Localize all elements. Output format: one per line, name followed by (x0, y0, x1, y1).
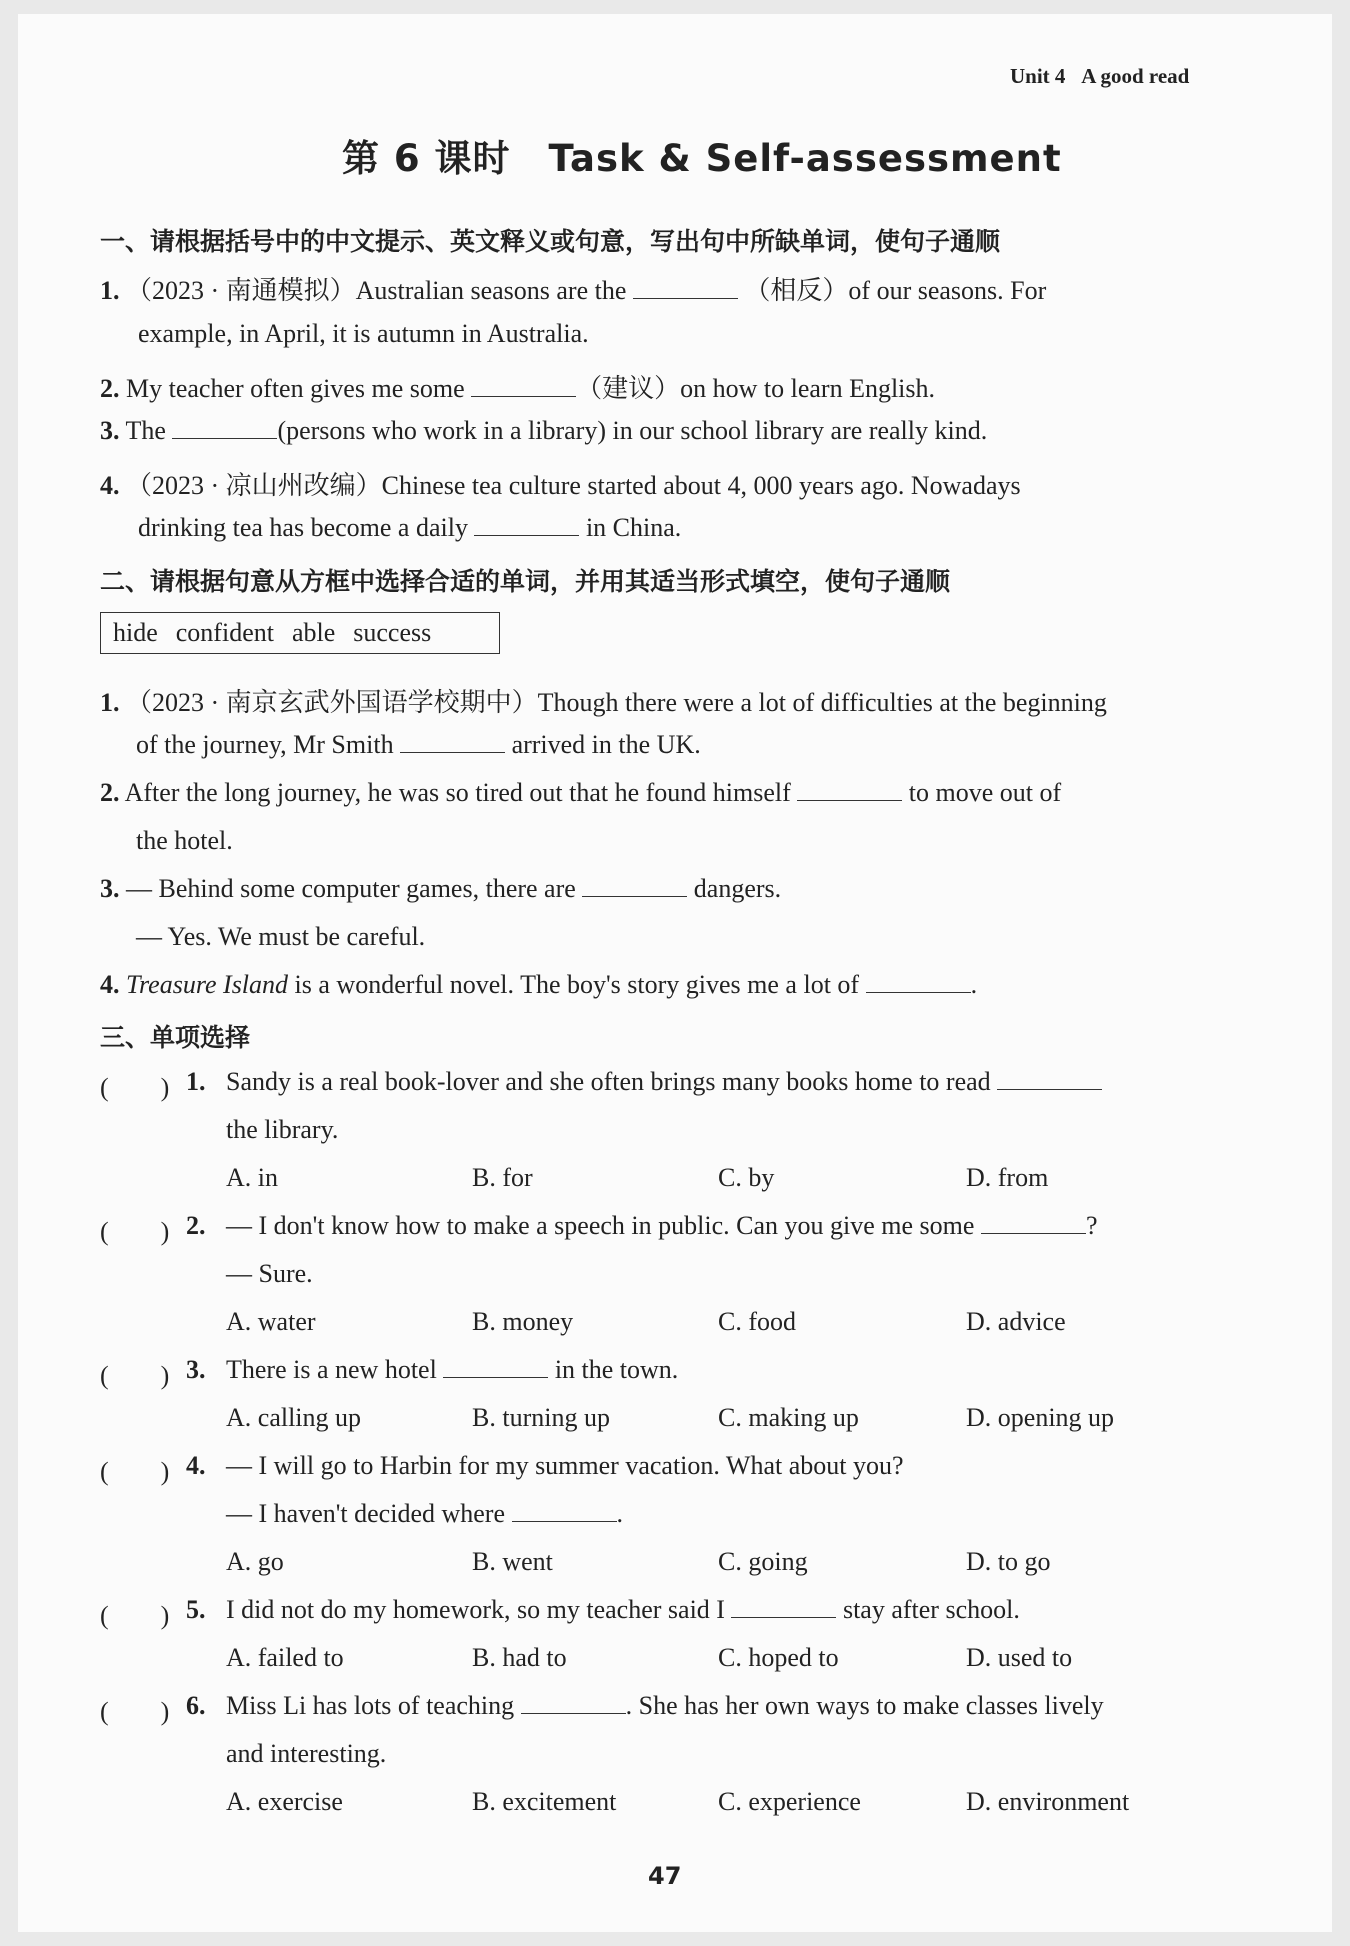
mc-q2-option-c[interactable]: C. food (718, 1307, 796, 1336)
mc-q4-line1: — I will go to Harbin for my summer vacation. What about you? (226, 1451, 904, 1480)
mc-q4-line2 (226, 1499, 623, 1529)
answer-blank[interactable] (512, 1499, 617, 1522)
s1-q4-line2 (138, 513, 681, 543)
mc-q2-text: — I don't know how to make a speech in public. Can you give me some (226, 1211, 975, 1240)
mc-q4-option-b[interactable]: B. went (472, 1547, 553, 1576)
answer-paren[interactable]: ( ) (100, 1073, 170, 1102)
s1-q3-number: 3. (100, 416, 120, 445)
answer-blank[interactable] (443, 1355, 548, 1378)
mc-q6-number: 6. (186, 1691, 206, 1720)
mc-q2-end: ? (1085, 1211, 1098, 1240)
s2-q1-number: 1. (100, 688, 120, 717)
answer-paren[interactable]: ( ) (100, 1217, 170, 1246)
mc-q1-text: Sandy is a real book-lover and she often brings many books home to read (226, 1067, 991, 1096)
s1-q2-number: 2. (100, 374, 120, 403)
mc-q1-line2: the library. (226, 1115, 339, 1144)
mc-q5-option-a[interactable]: A. failed to (226, 1643, 344, 1672)
mc-q3-text-b: in the town. (554, 1355, 679, 1384)
word-bank-item: able (291, 618, 336, 647)
answer-blank[interactable] (582, 874, 687, 897)
mc-q3-number: 3. (186, 1355, 206, 1384)
s1-q2-text-a: My teacher often gives me some (126, 374, 465, 403)
s1-q4-text: （2023 · 凉山州改编）Chinese tea culture started about 4, 000 years ago. Nowadays (126, 471, 1021, 500)
mc-q2-line2: — Sure. (226, 1259, 313, 1288)
s2-q2-line2: the hotel. (136, 826, 233, 855)
s2-q1-line2 (136, 730, 701, 760)
s2-q2-text-a: After the long journey, he was so tired out that he found himself (124, 778, 791, 807)
s1-q2 (100, 368, 935, 405)
word-bank-item: success (353, 618, 432, 647)
unit-label: Unit 4 (1010, 64, 1066, 88)
mc-q5-line1 (226, 1595, 1020, 1625)
mc-q1-option-d[interactable]: D. from (966, 1163, 1049, 1192)
mc-q5-number: 5. (186, 1595, 206, 1624)
word-bank-item: hide (113, 618, 158, 647)
answer-blank[interactable] (172, 416, 277, 439)
s1-q4-text-b: in China. (585, 513, 682, 542)
s2-q4-text-b: . (970, 970, 978, 999)
mc-q5-option-c[interactable]: C. hoped to (718, 1643, 839, 1672)
mc-q1-option-c[interactable]: C. by (718, 1163, 775, 1192)
s1-q1-number: 1. (100, 276, 120, 305)
s2-q3-line2: — Yes. We must be careful. (136, 922, 426, 951)
s2-q1-text: （2023 · 南京玄武外国语学校期中）Though there were a lot of difficulties at the beginning (126, 688, 1107, 717)
answer-blank[interactable] (997, 1067, 1102, 1090)
mc-q5-text-b: stay after school. (842, 1595, 1020, 1624)
mc-q3-option-d[interactable]: D. opening up (966, 1403, 1115, 1432)
mc-q6-text-b: . She has her own ways to make classes lively (625, 1691, 1104, 1720)
s1-q1-text-a: （2023 · 南通模拟）Australian seasons are the (126, 276, 627, 305)
s1-q4-text-a: drinking tea has become a daily (138, 513, 468, 542)
mc-q1-option-a[interactable]: A. in (226, 1163, 278, 1192)
s2-q1-line1 (100, 682, 1107, 719)
mc-q4-text-a: — I haven't decided where (226, 1499, 506, 1528)
s2-q2-number: 2. (100, 778, 120, 807)
mc-q3-text-a: There is a new hotel (226, 1355, 437, 1384)
mc-q2-line1 (226, 1211, 1097, 1241)
page-number: 47 (648, 1862, 682, 1890)
mc-q5-text-a: I did not do my homework, so my teacher said I (226, 1595, 725, 1624)
mc-q1-line1 (226, 1067, 1102, 1097)
mc-q5-option-b[interactable]: B. had to (472, 1643, 567, 1672)
answer-blank[interactable] (981, 1211, 1086, 1234)
answer-blank[interactable] (797, 778, 902, 801)
unit-header (1010, 64, 1189, 89)
answer-paren[interactable]: ( ) (100, 1601, 170, 1630)
mc-q4-option-d[interactable]: D. to go (966, 1547, 1051, 1576)
section3-heading: 三、单项选择 (100, 1023, 251, 1052)
s2-q4-number: 4. (100, 970, 120, 999)
s1-q1-text-b: （相反）of our seasons. For (744, 276, 1047, 305)
s2-q2-line1 (100, 778, 1061, 808)
answer-blank[interactable] (866, 970, 971, 993)
s2-q4-book-title: Treasure Island (126, 970, 289, 999)
answer-blank[interactable] (731, 1595, 836, 1618)
answer-paren[interactable]: ( ) (100, 1361, 170, 1390)
s1-q3 (100, 416, 987, 446)
answer-blank[interactable] (474, 513, 579, 536)
s2-q3-text-a: — Behind some computer games, there are (126, 874, 576, 903)
mc-q6-line2: and interesting. (226, 1739, 387, 1768)
s1-q2-text-b: （建议）on how to learn English. (576, 374, 936, 403)
mc-q1-number: 1. (186, 1067, 206, 1096)
section2-heading: 二、请根据句意从方框中选择合适的单词，并用其适当形式填空，使句子通顺 (100, 567, 951, 596)
mc-q6-text-a: Miss Li has lots of teaching (226, 1691, 515, 1720)
mc-q2-number: 2. (186, 1211, 206, 1240)
s2-q2-text-b: to move out of (908, 778, 1062, 807)
s2-q3-number: 3. (100, 874, 120, 903)
s1-q1-line1 (100, 270, 1046, 307)
answer-paren[interactable]: ( ) (100, 1697, 170, 1726)
answer-blank[interactable] (400, 730, 505, 753)
mc-q2-option-d[interactable]: D. advice (966, 1307, 1066, 1336)
page-title: 第 6 课时 Task & Self-assessment (342, 137, 1062, 180)
mc-q6-option-b[interactable]: B. excitement (472, 1787, 617, 1816)
mc-q6-line1 (226, 1691, 1104, 1721)
mc-q3-option-b[interactable]: B. turning up (472, 1403, 610, 1432)
mc-q1-option-b[interactable]: B. for (472, 1163, 533, 1192)
mc-q3-option-a[interactable]: A. calling up (226, 1403, 362, 1432)
mc-q6-option-c[interactable]: C. experience (718, 1787, 861, 1816)
mc-q2-option-a[interactable]: A. water (226, 1307, 316, 1336)
s2-q1-text-a: of the journey, Mr Smith (136, 730, 394, 759)
unit-topic: A good read (1081, 64, 1190, 88)
s1-q3-text-a: The (125, 416, 166, 445)
s1-q4-number: 4. (100, 471, 120, 500)
s2-q3-text-b: dangers. (693, 874, 782, 903)
mc-q3-line1 (226, 1355, 678, 1385)
s2-q4 (100, 970, 977, 1000)
s1-q1-line2: example, in April, it is autumn in Australia. (138, 319, 589, 348)
s1-q3-text-b: (persons who work in a library) in our school library are really kind. (277, 416, 988, 445)
word-bank-item: confident (175, 618, 274, 647)
s1-q4-line1 (100, 465, 1021, 502)
answer-blank[interactable] (633, 276, 738, 299)
mc-q4-number: 4. (186, 1451, 206, 1480)
s2-q3-line1 (100, 874, 781, 904)
s2-q4-text-a: is a wonderful novel. The boy's story gives me a lot of (294, 970, 860, 999)
mc-q5-option-d[interactable]: D. used to (966, 1643, 1073, 1672)
answer-blank[interactable] (521, 1691, 626, 1714)
section1-heading: 一、请根据括号中的中文提示、英文释义或句意，写出句中所缺单词，使句子通顺 (100, 227, 1001, 256)
mc-q6-option-d[interactable]: D. environment (966, 1787, 1130, 1816)
mc-q4-option-a[interactable]: A. go (226, 1547, 284, 1576)
s2-q1-text-b: arrived in the UK. (511, 730, 701, 759)
answer-paren[interactable]: ( ) (100, 1457, 170, 1486)
mc-q4-option-c[interactable]: C. going (718, 1547, 808, 1576)
mc-q2-option-b[interactable]: B. money (472, 1307, 574, 1336)
word-bank-box (100, 612, 500, 654)
mc-q6-option-a[interactable]: A. exercise (226, 1787, 343, 1816)
answer-blank[interactable] (471, 374, 576, 397)
mc-q4-text-b: . (616, 1499, 624, 1528)
mc-q3-option-c[interactable]: C. making up (718, 1403, 859, 1432)
